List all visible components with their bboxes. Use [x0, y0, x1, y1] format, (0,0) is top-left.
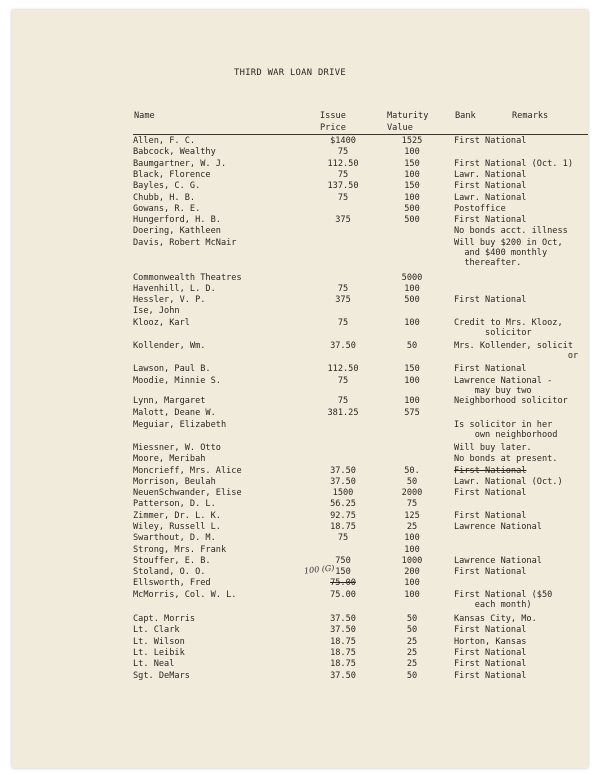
name-cell: Commonwealth Theatres [133, 273, 242, 283]
issue-price-cell: 37.50 [330, 477, 356, 487]
maturity-value-cell: 25 [406, 522, 418, 532]
maturity-value-cell: 500 [404, 295, 420, 305]
name-cell: Black, Florence [133, 170, 211, 180]
issue-price-cell: 75 [337, 396, 349, 406]
issue-price-cell: 37.50 [330, 341, 356, 351]
maturity-value-cell: 50 [406, 625, 418, 635]
issue-price-cell: 750 [335, 556, 351, 566]
name-cell: Wiley, Russell L. [133, 522, 221, 532]
issue-price-cell: 56.25 [330, 499, 356, 509]
maturity-value-cell: 100 [404, 193, 420, 203]
maturity-value-cell: 150 [404, 364, 420, 374]
bank-remarks-cell: First National [454, 511, 527, 521]
name-cell: Lt. Clark [133, 625, 180, 635]
maturity-value-cell: 50 [406, 671, 418, 681]
name-cell: Baumgartner, W. J. [133, 159, 227, 169]
bank-remarks-cell: Horton, Kansas [454, 637, 527, 647]
name-cell: Zimmer, Dr. L. K. [133, 511, 221, 521]
issue-price-cell: 18.75 [330, 522, 356, 532]
bank-remarks-cell: Lawrence National - may buy two [454, 376, 553, 396]
maturity-value-cell: 75 [406, 499, 418, 509]
bank-remarks-cell: First National [454, 567, 527, 577]
issue-price-cell: 75 [337, 170, 349, 180]
issue-price-cell: 92.75 [330, 511, 356, 521]
name-cell: Lt. Neal [133, 659, 175, 669]
bank-remarks-cell: Will buy $200 in Oct, and $400 monthly thereafter. [454, 238, 563, 268]
maturity-value-cell: 25 [406, 659, 418, 669]
maturity-value-cell: 500 [404, 215, 420, 225]
name-cell: Malott, Deane W. [133, 408, 216, 418]
issue-price-cell: 75 [337, 284, 349, 294]
issue-price-cell: 75 [337, 147, 349, 157]
document-title: THIRD WAR LOAN DRIVE [234, 68, 346, 78]
issue-price-cell: 37.50 [330, 671, 356, 681]
name-cell: Sgt. DeMars [133, 671, 190, 681]
name-cell: Ellsworth, Fred [133, 578, 211, 588]
issue-price-cell: 112.50 [327, 159, 359, 169]
name-cell: Moodie, Minnie S. [133, 376, 221, 386]
name-cell: NeuenSchwander, Elise [133, 488, 242, 498]
bank-remarks-cell: First National [454, 648, 527, 658]
issue-price-cell: 375 [335, 295, 351, 305]
maturity-value-cell: 100 [404, 376, 420, 386]
issue-price-cell: 75 [337, 533, 349, 543]
maturity-value-cell: 125 [404, 511, 420, 521]
name-cell: Chubb, H. B. [133, 193, 196, 203]
name-cell: Meguiar, Elizabeth [133, 420, 227, 430]
issue-price-cell: 75 [337, 193, 349, 203]
issue-price-cell: 381.25 [327, 408, 359, 418]
bank-remarks-cell: No bonds at present. [454, 454, 558, 464]
bank-remarks-cell: Lawr. National [454, 193, 527, 203]
name-cell: Capt. Morris [133, 614, 196, 624]
issue-price-cell: 37.50 [330, 625, 356, 635]
maturity-value-cell: 2000 [401, 488, 423, 498]
maturity-value-cell: 100 [404, 170, 420, 180]
issue-price-cell: 37.50 [330, 614, 356, 624]
issue-price-cell: 1500 [332, 488, 354, 498]
name-cell: Patterson, D. L. [133, 499, 216, 509]
maturity-value-cell: 50 [406, 477, 418, 487]
name-cell: Havenhill, L. D. [133, 284, 216, 294]
name-cell: Lt. Wilson [133, 637, 185, 647]
maturity-value-cell: 150 [404, 159, 420, 169]
maturity-value-cell: 100 [404, 533, 420, 543]
handwritten-note: 100 (G) [303, 563, 335, 576]
maturity-value-cell: 25 [406, 648, 418, 658]
issue-price-cell: 75.00 [330, 590, 356, 600]
bank-remarks-cell: First National [454, 136, 527, 146]
maturity-value-cell: 100 [404, 590, 420, 600]
issue-price-cell: 375 [335, 215, 351, 225]
maturity-value-cell: 575 [404, 408, 420, 418]
bank-remarks-cell: Credit to Mrs. Klooz, solicitor [454, 318, 563, 338]
issue-price-cell: 75.00 [330, 578, 356, 588]
maturity-value-cell: 25 [406, 637, 418, 647]
name-cell: Gowans, R. E. [133, 204, 201, 214]
bank-remarks-cell: Lawr. National [454, 170, 527, 180]
issue-price-cell: 18.75 [330, 659, 356, 669]
bank-remarks-cell: Kansas City, Mo. [454, 614, 537, 624]
bank-remarks-cell: First National [454, 181, 527, 191]
maturity-value-cell: 50 [406, 341, 418, 351]
bank-remarks-cell: Neighborhood solicitor [454, 396, 568, 406]
maturity-value-cell: 100 [404, 578, 420, 588]
issue-price-cell: $1400 [330, 136, 356, 146]
bank-remarks-cell: Will buy later. [454, 443, 532, 453]
name-cell: Stouffer, E. B. [133, 556, 211, 566]
name-cell: Doering, Kathleen [133, 226, 221, 236]
name-cell: Morrison, Beulah [133, 477, 216, 487]
bank-remarks-cell: First National (Oct. 1) [454, 159, 573, 169]
name-cell: Moncrieff, Mrs. Alice [133, 466, 242, 476]
maturity-value-cell: 100 [404, 396, 420, 406]
issue-price-cell: 37.50 [330, 466, 356, 476]
bank-remarks-cell: First National [454, 364, 527, 374]
name-cell: Hessler, V. P. [133, 295, 206, 305]
bank-remarks-cell: First National [454, 659, 527, 669]
maturity-value-cell: 200 [404, 567, 420, 577]
maturity-value-cell: 1525 [401, 136, 423, 146]
name-cell: Lynn, Margaret [133, 396, 206, 406]
bank-remarks-cell: Lawrence National [454, 522, 542, 532]
name-cell: Miessner, W. Otto [133, 443, 221, 453]
name-cell: Kollender, Wm. [133, 341, 206, 351]
name-cell: Strong, Mrs. Frank [133, 545, 227, 555]
issue-price-cell: 112.50 [327, 364, 359, 374]
maturity-value-cell: 100 [404, 284, 420, 294]
name-cell: Bayles, C. G. [133, 181, 201, 191]
maturity-value-cell: 50 [406, 614, 418, 624]
name-cell: Ise, John [133, 306, 180, 316]
bank-remarks-cell: No bonds acct. illness [454, 226, 568, 236]
name-cell: Babcock, Wealthy [133, 147, 216, 157]
maturity-value-cell: 100 [404, 147, 420, 157]
name-cell: McMorris, Col. W. L. [133, 590, 237, 600]
name-cell: Davis, Robert McNair [133, 238, 237, 248]
bank-remarks-cell: Mrs. Kollender, solicit or [454, 341, 579, 361]
bank-remarks-cell: First National [454, 671, 527, 681]
name-cell: Stoland, O. O. [133, 567, 206, 577]
maturity-value-cell: 100 [404, 545, 420, 555]
maturity-value-cell: 100 [404, 318, 420, 328]
issue-price-cell: 18.75 [330, 648, 356, 658]
header-remarks: Remarks [512, 111, 549, 121]
bank-remarks-cell: First National ($50 each month) [454, 590, 553, 610]
document-page [12, 10, 588, 768]
maturity-value-cell: 150 [404, 181, 420, 191]
name-cell: Lt. Leibik [133, 648, 185, 658]
bank-remarks-cell: First National [454, 295, 527, 305]
name-cell: Swarthout, D. M. [133, 533, 216, 543]
maturity-value-cell: 50. [404, 466, 420, 476]
name-cell: Moore, Meribah [133, 454, 206, 464]
issue-price-cell: 150 [335, 567, 351, 577]
name-cell: Lawson, Paul B. [133, 364, 211, 374]
issue-price-cell: 75 [337, 318, 349, 328]
header-bank: Bank [455, 111, 476, 121]
name-cell: Klooz, Karl [133, 318, 190, 328]
bank-remarks-cell: Is solicitor in her own neighborhood [454, 420, 558, 440]
bank-remarks-cell: First National [454, 488, 527, 498]
maturity-value-cell: 500 [404, 204, 420, 214]
issue-price-cell: 18.75 [330, 637, 356, 647]
maturity-value-cell: 1000 [401, 556, 423, 566]
issue-price-cell: 137.50 [327, 181, 359, 191]
bank-remarks-cell: First National [454, 215, 527, 225]
header-rule [133, 134, 588, 135]
name-cell: Allen, F. C. [133, 136, 196, 146]
bank-remarks-cell: Postoffice [454, 204, 506, 214]
header-issue-price: Issue Price [320, 111, 346, 133]
maturity-value-cell: 5000 [401, 273, 423, 283]
name-cell: Hungerford, H. B. [133, 215, 221, 225]
issue-price-cell: 75 [337, 376, 349, 386]
bank-remarks-cell: First National [454, 625, 527, 635]
bank-remarks-cell: Lawrence National [454, 556, 542, 566]
bank-remarks-cell: Lawr. National (Oct.) [454, 477, 563, 487]
header-maturity-value: Maturity Value [387, 111, 429, 133]
header-name: Name [134, 111, 155, 121]
bank-remarks-cell: First National [454, 466, 527, 476]
